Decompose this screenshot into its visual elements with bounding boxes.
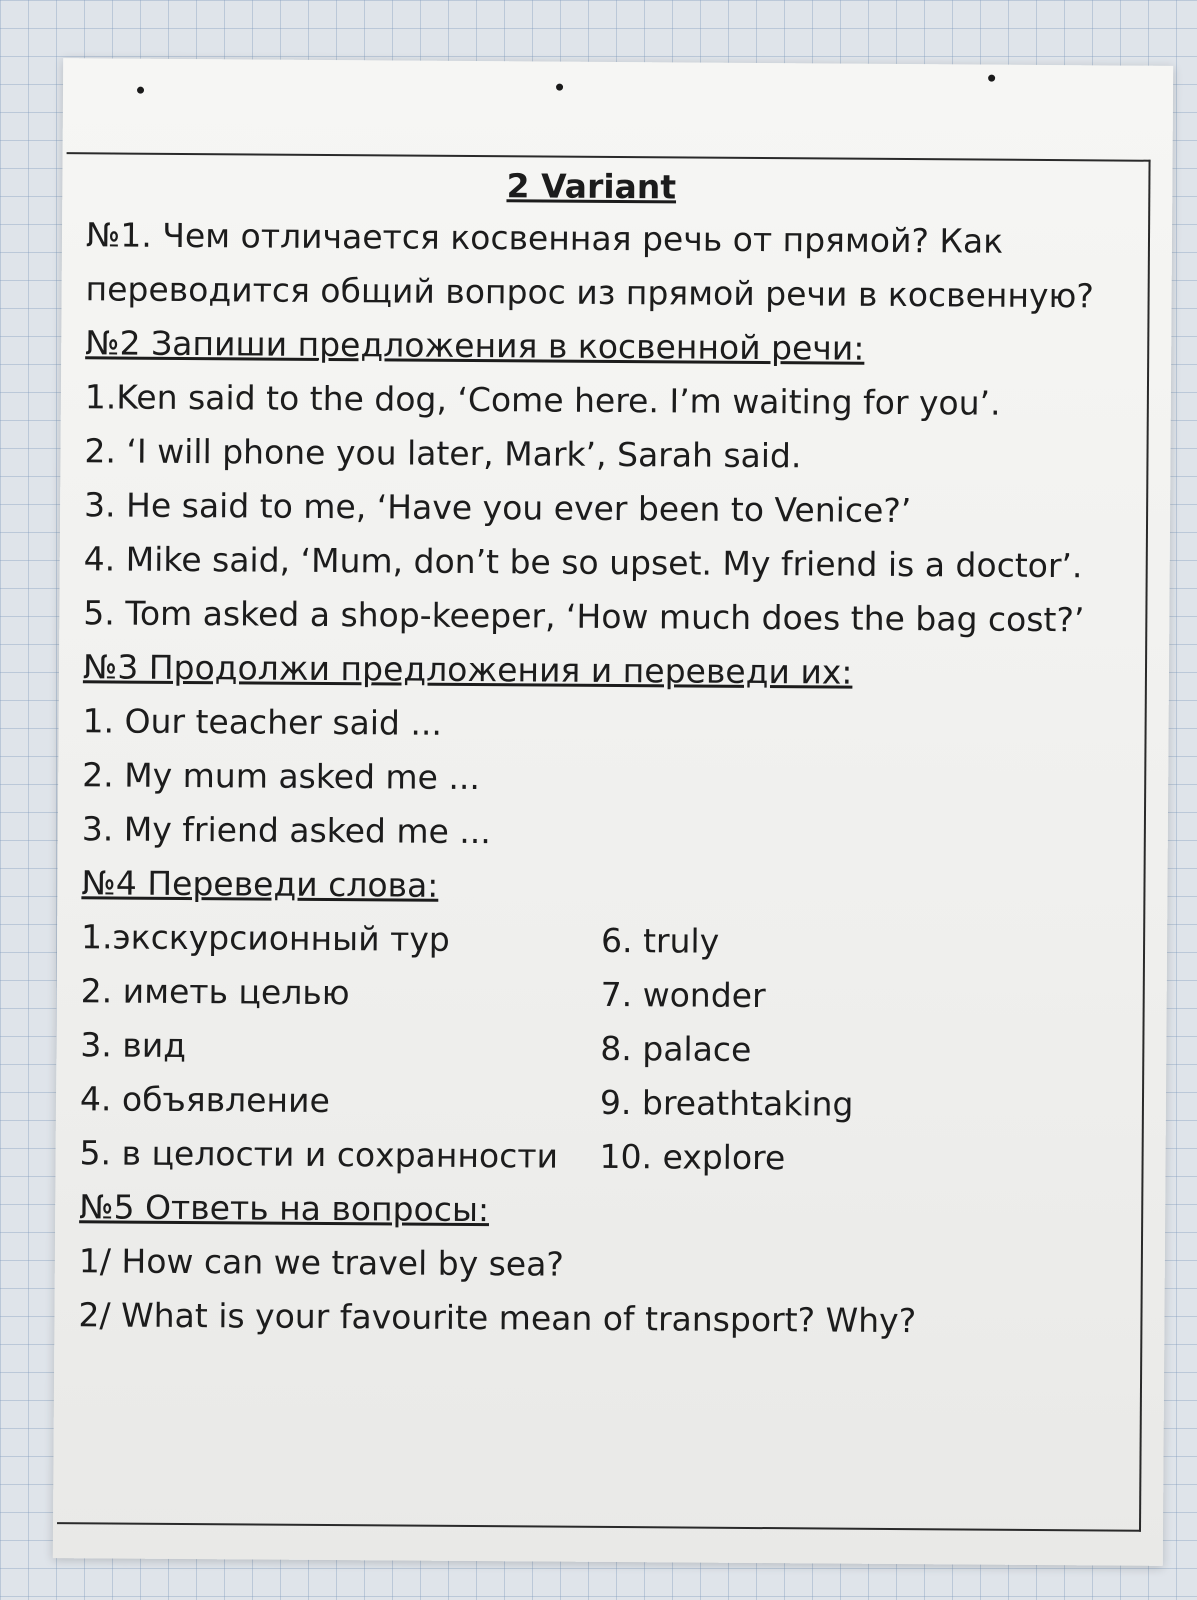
task-2-sentence: 3. He said to me, ‘Have you ever been to Venice?’ (83, 485, 912, 531)
task-4-word-list (79, 910, 1091, 1187)
page-title: 2 Variant (506, 166, 677, 207)
word-item: 9. breathtaking (599, 1082, 854, 1124)
word-item: 6. truly (600, 920, 720, 961)
punch-dot (988, 75, 995, 82)
punch-dot (137, 87, 144, 94)
task-3-heading: №3 Продолжи предложения и переведи их: (82, 647, 853, 692)
word-item: 4. объявление (79, 1079, 330, 1121)
word-item: 2. иметь целью (80, 971, 350, 1013)
task-1-text: №1. Чем отличается косвенная речь от прямой? Как переводится общий вопрос из прямой речи в косвенную? (85, 215, 1094, 316)
task-3-sentence: 1. Our teacher said ... (82, 701, 443, 743)
worksheet-paper (53, 58, 1173, 1566)
task-5-question: 1/ How can we travel by sea? (78, 1241, 565, 1284)
task-5-question: 2/ What is your favourite mean of transport? Why? (78, 1295, 917, 1341)
punch-dot (556, 84, 563, 91)
word-item: 7. wonder (600, 974, 766, 1016)
word-item: 5. в целости и сохранности (79, 1133, 559, 1176)
task-2-sentence: 2. ‘I will phone you later, Mark’, Sarah said. (84, 431, 802, 476)
word-item: 10. explore (599, 1136, 786, 1178)
word-item: 8. palace (600, 1028, 752, 1069)
worksheet-content (78, 158, 1096, 1349)
word-item: 3. вид (80, 1025, 187, 1066)
task-2-heading: №2 Запиши предложения в косвенной речи: (85, 323, 865, 368)
task-2-sentence: 4. Mike said, ‘Mum, don’t be so upset. My friend is a doctor’. 5. Tom asked a shop-keeper, ‘How much does the bag cost?’ (83, 539, 1085, 640)
task-4-heading: №4 Переведи слова: (81, 863, 439, 905)
task-5-heading: №5 Ответь на вопросы: (79, 1187, 490, 1230)
task-3-sentence: 2. My mum asked me ... (82, 755, 481, 798)
task-3-sentence: 3. My friend asked me ... (81, 809, 491, 852)
task-2-sentence: 1.Ken said to the dog, ‘Come here. I’m waiting for you’. (84, 377, 1001, 423)
task-4-right-column (599, 914, 1001, 1187)
task-4-left-column (79, 910, 601, 1184)
word-item: 1.экскурсионный тур (80, 917, 450, 959)
